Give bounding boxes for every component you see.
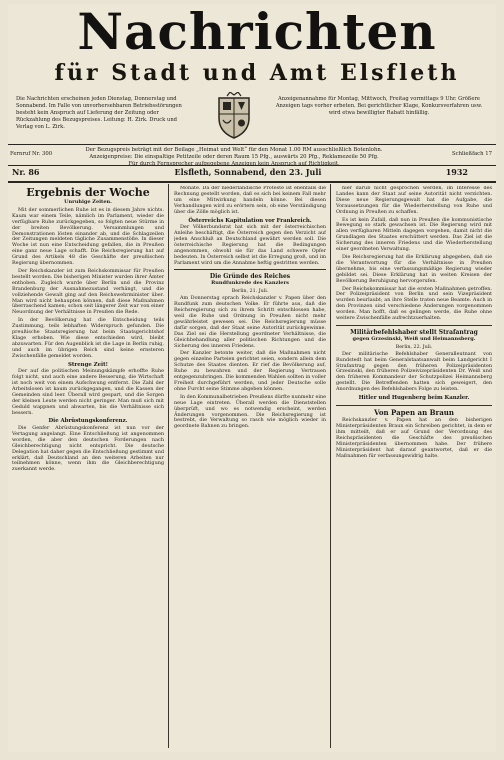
price-info: Der Bezugspreis beträgt mit der Beilage „Heimat und Welt“ für den Monat 1.00 RM ausschließlich Botenlohn. Anzeigenpreise: Die einspaltige Petitzeile oder deren Raum 15 Pfg., auswärts 20 Pfg., Reklamezeile 50 Pfg. Für durch Fernsprecher aufgegebene Anzeigen kein Anspruch auf Richtigkeit. <box>85 147 383 167</box>
article-paragraph: Der militärische Befehlshaber Generalleutnant von Rundstedt hat beim Generalstaatsanwalt beim Landgericht I Strafantrag gegen den früheren Polizeipräsidenten Grzesinski, den früheren Polizeivizepräsidenten Dr. Weiß und den früheren Kommandeur der Schutzpolizei Heimannsberg gestellt. Die Betreffenden hatten sich geweigert, den Anordnungen des Befehlshabers Folge zu leisten. <box>336 350 492 393</box>
article-paragraph: Die Genfer Abrüstungskonferenz ist nun vor der Vertagung angelangt. Eine Entschließung ist angenommen worden, die aber den deutschen Forderungen nach Gleichberechtigung nicht entspricht. Die deutsche Delegation hat daher gegen die Entschließung gestimmt und erklärt, daß Deutschland an den weiteren Arbeiten nur teilnehmen könne, wenn ihm die Gleichberechtigung zuerkannt werde. <box>12 425 164 473</box>
section-heading: Von Papen an Braun <box>374 407 454 417</box>
article-dateline: Berlin, 22. Juli. <box>395 344 433 350</box>
column-divider <box>168 184 169 748</box>
divider <box>336 405 492 406</box>
column-3 <box>336 186 492 748</box>
article-paragraph: Mit der sommerlichen Ruhe ist es in diesem Jahre nichts. Kaum war einem Teile, nämlich im Parlament, wieder die verfügbare Ruhe zurückgegeben, so folgten neue Stürme in der breiten Bevölkerung. Versammlungen und Demonstrationen lösten einander ab, und die Schlagzeilen der Zeitungen meldeten tägliche Zusammenstöße. In dieser Woche ist nun eine Entscheidung gefallen, die in Preußen eine ganz neue Lage schafft. Die Reichsregierung hat auf Grund des Artikels 48 die Geschäfte der preußischen Regierung übernommen. <box>12 206 164 267</box>
divider <box>336 325 492 326</box>
article-paragraph: hier darüb nicht gesprochen werden, im Interesse des Landes kann der Staat auf seine Autorität nicht verzichten. Diese neue Regierungsgewalt hat die Aufgabe, die Voraussetzungen für die Wiederherstellung von Ruhe und Ordnung in Preußen zu schaffen. <box>336 186 492 215</box>
article-kicker: gegen Grzesinski, Weiß und Heimannsberg. <box>352 335 476 342</box>
section-heading: Österreichs Kapitulation vor Frankreich. <box>188 217 312 224</box>
column-1 <box>12 186 164 748</box>
article-paragraph: Der auf die politischen Meinungskämpfe erhoffte Ruhe folgt nicht, und auch eine andere Besserung, die Wirtschaft ist noch weit von einem Aufschwung entfernt. Die Zahl der Arbeitslosen ist kaum zurückgegangen, und die Kassen der Gemeinden sind leer. Überall wird gespart, und die Sorgen der kleinen Leute werden nicht geringer. Man muß sich mit Geduld wappnen und abwarten, bis die Verhältnisse sich bessern. <box>12 368 164 416</box>
masthead-title: Nachrichten <box>77 2 437 61</box>
article-kicker: Rundfunkrede des Kanzlers <box>211 280 289 287</box>
article-paragraph: In den Kommunalbetrieben Preußens dürfte nunmehr eine neue Lage eintreten. Überall werden die Dienststellen überprüft, und wo es notwendig erscheint, werden Änderungen vorgenommen. Die Reichsregierung ist bestrebt, die Verwaltung so rasch wie möglich wieder in geordnete Bahnen zu bringen. <box>174 393 326 430</box>
divider <box>174 269 326 270</box>
article-dateline: Berlin, 21. Juli. <box>231 289 269 295</box>
article-paragraph: Der Völkerbundsrat hat sich mit der österreichischen Anleihe beschäftigt, die Österreich gegen den Verzicht auf jeden Anschluß an Deutschland gewährt werden soll. Die österreichische Regierung hat die Bedingungen angenommen, obwohl sie für das Land schwere Opfer bedeuten. In Österreich selbst ist die Erregung groß, und im Parlament wird um die Annahme heftig gestritten werden. <box>174 224 326 266</box>
article-paragraph: Monate. Da der niederländische Proteste ist ebenfalls die Rechnung gestellt worden, daß es sich bei keinem Fall mehr um eine Mitwirkung handeln könne. Bei diesen Verhandlungen wird zu erörtern sein, ob eine Verständigung über die Zölle möglich ist. <box>174 186 326 215</box>
mailbox: Schließfach 17 <box>452 151 492 157</box>
column-divider <box>330 184 331 748</box>
article-paragraph: Die Reichsregierung hat die Erklärung abgegeben, daß sie die Verantwortung für die Verhältnisse in Preußen übernehme, bis eine verfassungsmäßige Regierung wieder gebildet sei. Diese Erklärung hat in weiten Kreisen der Bevölkerung Beruhigung hervorgerufen. <box>336 253 492 284</box>
place-date: Elsfleth, Sonnabend, den 23. Juli <box>174 167 322 177</box>
advertising-notice: Anzeigenannahme für Montag, Mittwoch, Freitag vormittags 9 Uhr. Größere Anzeigen tags vorher erbeten. Bei gerichtlicher Klage, Konkursverfahren usw. wird etwa bewilligter Rabatt hinfällig. <box>275 96 483 116</box>
section-heading: Strenge Zeit! <box>68 361 108 368</box>
issue-number: Nr. 86 <box>12 167 40 177</box>
article-paragraph: Am Donnerstag sprach Reichskanzler v. Papen über den Rundfunk zum deutschen Volke. Er führte aus, daß die Reichsregierung sich zu ihrem Schritt entschlossen habe, weil die Ruhe und Ordnung in Preußen nicht mehr gewährleistet gewesen sei. Die Reichsregierung müsse dafür sorgen, daß der Staat seine Autorität zurückgewinne. Das Ziel sei die Herstellung geordneter Verhältnisse, die Gleichbehandlung aller politischen Richtungen und die Sicherung des inneren Friedens. <box>174 295 326 349</box>
masthead-subtitle: für Stadt und Amt Elsfleth <box>54 60 460 86</box>
section-heading: Die Abrüstungskonferenz. <box>48 418 128 425</box>
section-heading: Hitler und Hugenberg beim Kanzler. <box>358 395 470 402</box>
article-paragraph: Der Reichskanzler ist zum Reichskommissar für Preußen bestellt worden. Die bisherigen Minister wurden ihrer Ämter enthoben. Zugleich wurde über Berlin und die Provinz Brandenburg der Ausnahmezustand verhängt, und die vollziehende Gewalt ging auf den Reichswehrminister über. Man wird nicht behaupten können, daß diese Maßnahmen überraschend kamen; schon seit längerer Zeit war von einer Neuordnung der Verhältnisse in Preußen die Rede. <box>12 267 164 316</box>
article-headline: Die Gründe des Reiches <box>209 273 291 281</box>
phone-number: Fernruf Nr. 300 <box>10 151 53 157</box>
article-paragraph: Es ist kein Zufall, daß nun in Preußen die kommunistische Bewegung so stark gewachsen ist. Die Regierung wird mit allen verfügbaren Mitteln dagegen vorgehen, damit nicht die Grundlagen des Staates erschüttert werden. Das Ziel ist die Sicherung des inneren Friedens und die Wiederherstellung einer geordneten Verwaltung. <box>336 216 492 253</box>
article-paragraph: Der Reichskommissar hat die ersten Maßnahmen getroffen. Der Polizeipräsident von Berlin und sein Vizepräsident wurden beurlaubt; an ihre Stelle traten neue Beamte. Auch in den Provinzen sind verschiedene Änderungen vorgenommen worden. Man hofft, daß es gelingen werde, die Ruhe ohne weitere Zwischenfälle aufrechtzuerhalten. <box>336 285 492 322</box>
issue-year: 1932 <box>445 167 468 177</box>
article-paragraph: Reichskanzler v. Papen hat an den bisherigen Ministerpräsidenten Braun ein Schreiben gerichtet, in dem er ihm mitteilt, daß er auf Grund der Verordnung des Reichspräsidenten die Geschäfte des preußischen Ministerpräsidenten übernommen habe. Der frühere Ministerpräsident hat darauf geantwortet, daß er die Maßnahmen für verfassungswidrig halte. <box>336 417 492 459</box>
column-2 <box>174 186 326 748</box>
article-kicker: Unruhige Zeiten. <box>64 199 112 205</box>
newspaper-page <box>8 4 496 752</box>
article-headline: Militärbefehlshaber stellt Strafantrag <box>350 328 478 336</box>
article-paragraph: In der Bevölkerung hat die Entscheidung teils Zustimmung, teils lebhaften Widerspruch gefunden. Die preußische Staatsregierung hat beim Staatsgerichtshof Klage erhoben. Wie diese entschieden wird, bleibt abzuwarten. Für den Augenblick ist die Lage in Berlin ruhig, und auch im übrigen Reich sind keine ernsteren Zwischenfälle gemeldet worden. <box>12 317 164 359</box>
divider <box>8 144 496 145</box>
divider <box>8 181 496 183</box>
coat-of-arms-icon <box>213 92 255 140</box>
article-paragraph: Der Kanzler betonte weiter, daß die Maßnahmen nicht gegen einzelne Parteien gerichtet seien, sondern allein dem Schutze des Staates dienten. Er rief die Bevölkerung auf, Ruhe zu bewahren und der Regierung Vertrauen entgegenzubringen. Die kommenden Wahlen sollten in voller Freiheit durchgeführt werden, und jeder Deutsche solle ohne Furcht seine Stimme abgeben können. <box>174 350 326 392</box>
publication-notice: Die Nachrichten erscheinen jeden Dienstag, Donnerstag und Sonnabend. Im Falle von unvorhersehbaren Betriebsstörungen besteht kein Anspruch auf Lieferung der Zeitung oder Rückzahlung des Bezugspreises. Leitung: H. Zirk. Druck und Verlag von L. Zirk. <box>16 96 182 130</box>
article-headline: Ergebnis der Woche <box>26 186 150 199</box>
issue-dateline <box>8 166 496 180</box>
